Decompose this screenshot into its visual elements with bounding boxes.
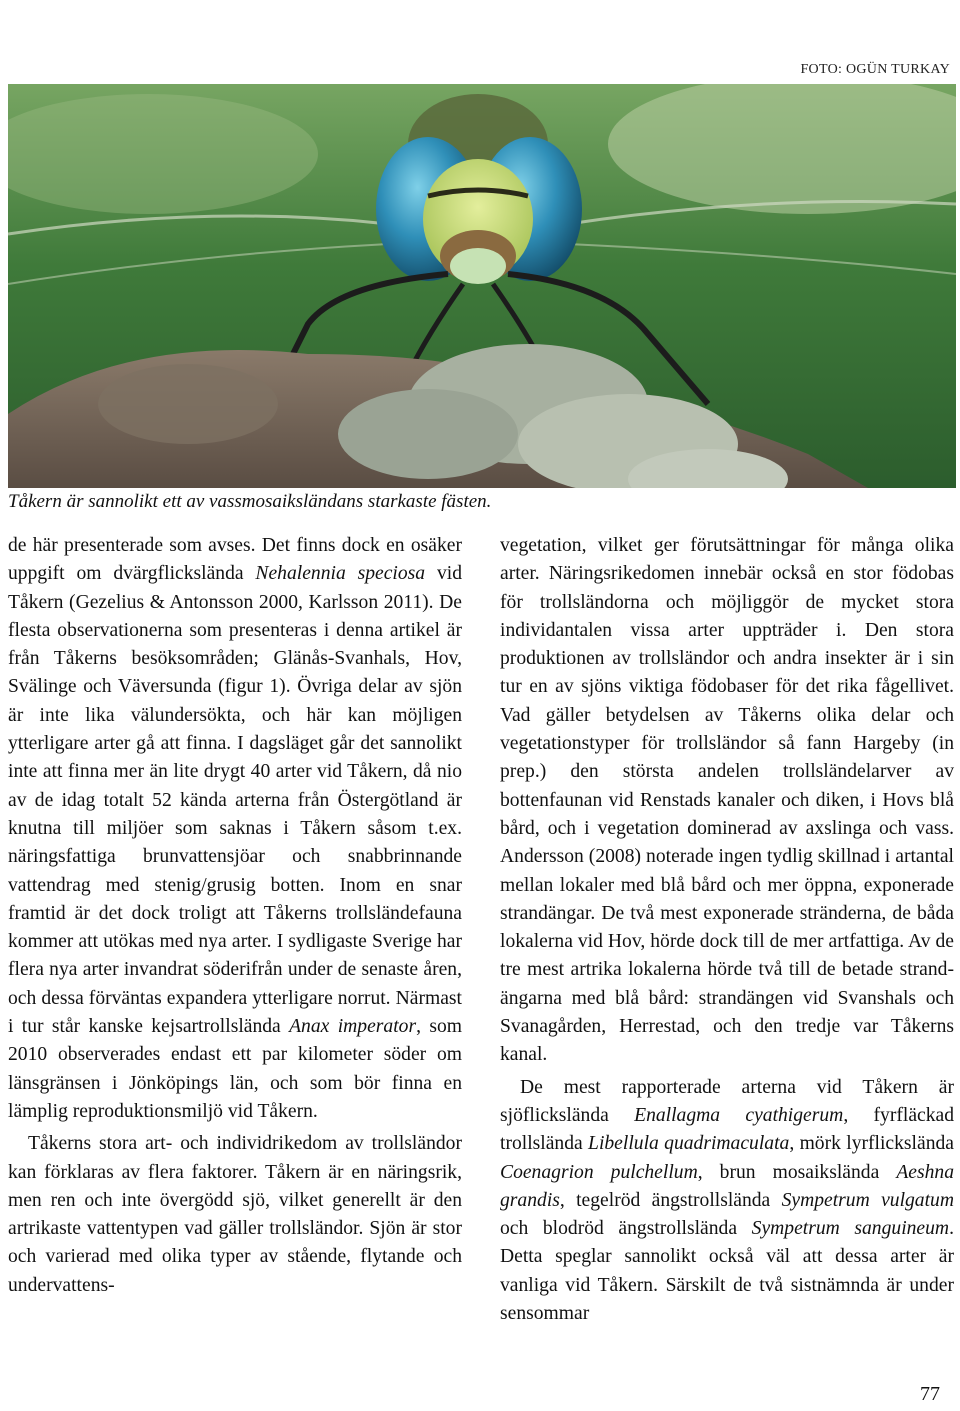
right-column [500,532,954,1328]
photo-credit: FOTO: OGÜN TURKAY [800,62,950,77]
dragonfly-photo [8,84,956,488]
species-name: Enallagma cyathigerum [634,1104,844,1126]
species-name: Nehalennia speciosa [255,563,426,585]
right-paragraph-2: De mest rapporterade arterna vid Tåkern är sjöflickslända Enallagma cyathigerum, fyrfläckad trollslända Libellula quadrimaculata, mörk lyrflickslända Coenagrion pulchellum, brun mosaikslända Aeshna grandis, tegelröd ängstrollslända Sympetrum vulgatum och blodröd ängstrollslända Sympetrum sanguineum. Detta speglar sannolikt också väl att dessa arter är vanliga vid Tåkern. Särskilt de två sistnämnda är under sensommar [500,1076,954,1325]
species-name: Coenagrion pulchellum [500,1161,698,1183]
species-name: Anax imperator [289,1016,417,1038]
species-name: Aeshna grandis [500,1161,954,1211]
left-paragraph-1: de här presenterade som avses. Det finns dock en osäker uppgift om dvärgflickslända Nehalennia speciosa vid Tåkern (Gezelius & Antonsson 2000, Karlsson 2011). De flesta observationerna som presenteras i denna artikel är från Tåkerns besöksområden; Glänås-Svanhals, Hov, Svälinge och Väversunda (figur 1). Övriga delar av sjön är inte lika välundersökta, och här kan möjligen ytterligare arter gå att finna. I dagsläget går det sannolikt inte att finna mer än lite drygt 40 arter vid Tåkern, då nio av de idag totalt 52 kända arterna från Östergötland är knutna till miljöer som saknas i Tåkern såsom t.ex. näringsfattiga brunvattensjöar och snabbrinnande vattendrag med stenig/grusig botten. Inom en snar framtid är det dock troligt att Tåkerns trollsländefauna kommer att utökas med nya arter. I sydligaste Sverige har flera nya arter invandrat söderifrån under de senaste åren, och dessa förväntas expandera ytterligare norrut. Närmast i tur står kanske kejsartrollslända Anax imperator, som 2010 observerades endast ett par kilometer söder om länsgränsen i Jönköpings län, och som bör finna en lämplig reproduktionsmiljö vid Tåkern. [8,535,462,1122]
left-column [8,532,462,1300]
left-paragraph-2: Tåkerns stora art- och individrikedom av trollsländor kan förklaras av flera faktorer. Tåkern är en näringsrik, men ren och inte övergödd sjö, vilket generellt är den artrikaste vattentypen vad gäller trollsländor. Sjön är stor och varierad med olika typer av stående, flytande och undervattens- [8,1133,462,1296]
species-name: Sympetrum sanguineum [751,1218,950,1240]
species-name: Sympetrum vulgatum [781,1189,954,1211]
photo-caption: Tåkern är sannolikt ett av vassmosaiksländans starkaste fästen. [8,491,492,512]
right-paragraph-1: vegetation, vilket ger förutsättningar för många olika arter. Näringsrikedomen innebär också en stor födobas för trollsländorna och möjliggör de mycket stora individantalen vissa arter uppträder i. Den stora produktionen av trollsländor och andra insekter är i sin tur en av sjöns viktiga födobaser för det rika fågellivet. Vad gäller betydelsen av Tåkerns olika delar och vegetationstyper för trollsländor så fann Hargeby (in prep.) den största andelen trollsländelarver av bottenfaunan vid Renstads kanaler och diken, i Hovs blå bård, och i vegetation dominerad av axslinga och vass. Andersson (2008) noterade ingen tydlig skillnad i artantal mellan lokaler med blå bård och mer öppna, exponerade strandängar. De två mest exponerade stränderna, de båda lokalerna vid Hov, hörde dock till de mer artfattiga. Av de tre mest artrika lokalerna hörde två till de betade strandängarna med blå bård: strandängen vid Svanshals och Svanagården, Herrestad, och den tredje var Tåkerns kanal. [500,535,954,1066]
page-number: 77 [920,1383,940,1405]
species-name: Libellula quadrimaculata [588,1133,790,1155]
